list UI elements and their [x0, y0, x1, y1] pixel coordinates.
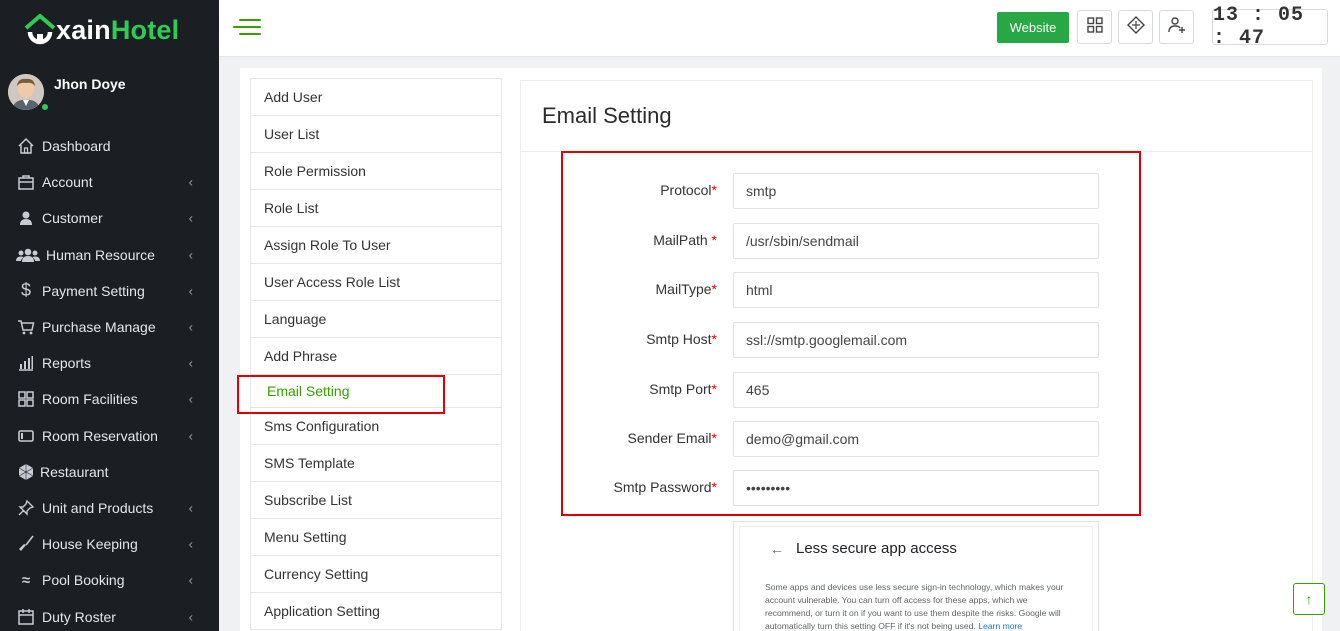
chevron-left-icon: ‹ [188, 319, 193, 335]
submenu-item-add-user[interactable]: Add User [251, 79, 501, 116]
user-profile[interactable] [8, 74, 126, 110]
dollar-icon: $ [20, 280, 31, 301]
less-secure-app-image [733, 521, 1099, 631]
sidebar-item-label: Human Resource [46, 246, 155, 263]
cube-icon [16, 462, 36, 482]
sidebar-item-label: Duty Roster [42, 608, 116, 625]
sidebar-item-label: Reports [42, 355, 92, 372]
calendar-icon [16, 607, 36, 627]
chevron-left-icon: ‹ [188, 572, 193, 588]
submenu-item-email-setting[interactable]: Email Setting [251, 375, 501, 408]
sidebar-item-pool-booking[interactable] [0, 562, 219, 598]
highlight-box-form [561, 151, 1141, 516]
user-icon [16, 208, 36, 228]
submenu-item-application-setting[interactable]: Application Setting [251, 593, 501, 630]
arrow-up-icon: ↑ [1305, 591, 1313, 607]
apps-grid-button[interactable] [1077, 10, 1112, 44]
broom-icon [16, 534, 36, 554]
sidebar-item-label: Account [42, 174, 93, 191]
add-user-icon [1168, 16, 1186, 39]
smtp-host-label: Smtp Host* [646, 331, 717, 347]
sidebar-item-account[interactable] [0, 164, 219, 200]
chevron-left-icon: ‹ [188, 174, 193, 190]
chevron-left-icon: ‹ [188, 500, 193, 516]
tv-icon [16, 426, 36, 446]
sidebar-item-label: Payment Setting [42, 282, 145, 299]
waves-icon: ≈ [21, 571, 31, 589]
submenu-item-sms-configuration[interactable]: Sms Configuration [251, 408, 501, 445]
sidebar-item-house-keeping[interactable] [0, 526, 219, 562]
user-name: Jhon Doye [54, 76, 126, 92]
chevron-left-icon: ‹ [188, 210, 193, 226]
sidebar-item-purchase-manage[interactable] [0, 309, 219, 345]
sidebar [0, 0, 219, 631]
briefcase-icon [16, 172, 36, 192]
submenu-item-role-list[interactable]: Role List [251, 190, 501, 227]
less-secure-app-title-text: Less secure app access [796, 540, 957, 557]
sidebar-item-label: Pool Booking [42, 572, 125, 589]
add-user-button[interactable] [1159, 10, 1194, 44]
submenu-item-subscribe-list[interactable]: Subscribe List [251, 482, 501, 519]
chevron-left-icon: ‹ [188, 355, 193, 371]
sidebar-item-label: Purchase Manage [42, 319, 156, 336]
mailpath-label: MailPath * [653, 232, 717, 248]
clock-display: 13 : 05 : 47 [1212, 9, 1328, 45]
submenu-item-user-access-role-list[interactable]: User Access Role List [251, 264, 501, 301]
sidebar-item-human-resource[interactable] [0, 237, 219, 273]
smtp-password-label: Smtp Password* [613, 479, 717, 495]
grid-icon [16, 389, 36, 409]
sidebar-item-room-reservation[interactable] [0, 418, 219, 454]
users-icon [16, 245, 40, 265]
top-bar [219, 0, 1340, 57]
sidebar-item-dashboard[interactable] [0, 128, 219, 164]
chevron-left-icon: ‹ [188, 391, 193, 407]
sender-email-label: Sender Email* [627, 430, 717, 446]
scroll-to-top-button[interactable] [1293, 583, 1325, 615]
logo-house-icon [22, 10, 58, 50]
sidebar-item-label: Restaurant [40, 463, 109, 480]
panel-title: Email Setting [521, 81, 1312, 152]
smtp-port-label: Smtp Port* [649, 381, 717, 397]
learn-more-link[interactable]: Learn more [978, 621, 1023, 631]
sidebar-item-customer[interactable] [0, 200, 219, 236]
sidebar-item-reports[interactable] [0, 345, 219, 381]
mailtype-label: MailType* [655, 281, 717, 297]
cart-icon [16, 317, 36, 337]
logo-text: xainHotel [56, 14, 180, 45]
home-icon [16, 136, 36, 156]
submenu-item-language[interactable]: Language [251, 301, 501, 338]
less-secure-app-card [739, 526, 1093, 631]
sidebar-item-unit-and-products[interactable] [0, 490, 219, 526]
back-arrow-icon: ← [770, 540, 784, 557]
submenu-item-user-list[interactable]: User List [251, 116, 501, 153]
logo[interactable] [22, 8, 179, 52]
submenu-item-assign-role[interactable]: Assign Role To User [251, 227, 501, 264]
apps-grid-icon [1087, 17, 1103, 38]
sidebar-item-label: House Keeping [42, 536, 138, 553]
sidebar-item-duty-roster[interactable] [0, 598, 219, 631]
sidebar-item-label: Customer [42, 210, 103, 227]
sidebar-item-label: Room Reservation [42, 427, 158, 444]
protocol-label: Protocol* [660, 182, 717, 198]
chevron-left-icon: ‹ [188, 247, 193, 263]
sidebar-item-room-facilities[interactable] [0, 381, 219, 417]
chevron-left-icon: ‹ [188, 609, 193, 625]
highlight-box-submenu [237, 375, 445, 414]
less-secure-app-description [765, 581, 1065, 631]
avatar [8, 74, 44, 110]
chevron-left-icon: ‹ [188, 283, 193, 299]
submenu-item-role-permission[interactable]: Role Permission [251, 153, 501, 190]
settings-submenu [250, 78, 502, 630]
chevron-left-icon: ‹ [188, 536, 193, 552]
website-button[interactable]: Website [997, 12, 1069, 43]
submenu-item-sms-template[interactable]: SMS Template [251, 445, 501, 482]
submenu-item-add-phrase[interactable]: Add Phrase [251, 338, 501, 375]
sidebar-menu [0, 128, 219, 631]
submenu-item-menu-setting[interactable]: Menu Setting [251, 519, 501, 556]
less-secure-app-title [770, 540, 957, 557]
online-status-dot [40, 102, 50, 112]
sidebar-item-restaurant[interactable] [0, 454, 219, 490]
sidebar-item-label: Dashboard [42, 138, 111, 155]
chevron-left-icon: ‹ [188, 428, 193, 444]
pin-icon [16, 498, 36, 518]
sidebar-item-payment-setting[interactable] [0, 273, 219, 309]
sidebar-item-label: Unit and Products [42, 499, 154, 516]
bar-chart-icon [16, 353, 36, 373]
sidebar-item-label: Room Facilities [42, 391, 138, 408]
menu-toggle-icon[interactable] [233, 18, 261, 36]
move-button[interactable] [1118, 10, 1153, 44]
submenu-item-currency-setting[interactable]: Currency Setting [251, 556, 501, 593]
less-secure-app-body: Some apps and devices use less secure sign-in technology, which makes your account vulnerable. You can turn off access for these apps, which we recommend, or turn it on if you want to use them despite the risks. Google will automatically turn this setting OFF if it's not being used. [765, 582, 1064, 631]
move-diamond-icon [1127, 16, 1145, 39]
